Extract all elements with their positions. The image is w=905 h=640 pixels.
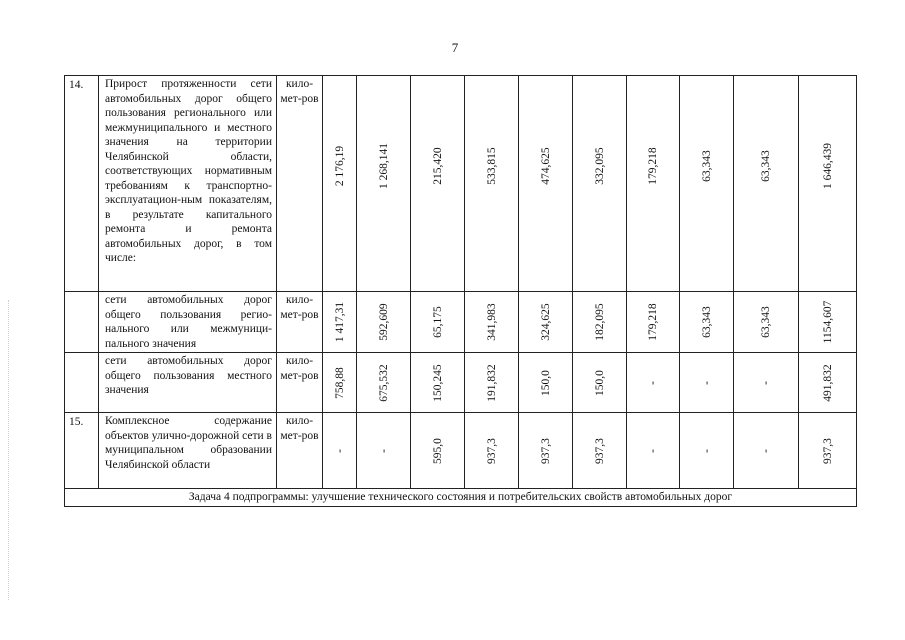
value-text: 758,88 [333,366,346,399]
value-text: 341,983 [485,303,498,341]
value-text: 474,625 [539,147,552,185]
value-cell [519,413,573,489]
value-cell [323,353,357,413]
value-text: 65,175 [431,306,444,338]
value-text: 1 646,439 [821,143,834,190]
indicator-name: сети автомобильных дорог общего пользования регио-нального или межмуници-пального значения [99,292,277,353]
value-cell [680,353,734,413]
value-cell [465,76,519,292]
value-cell [680,292,734,353]
value-text: 937,3 [485,437,498,464]
table-row-14-regional [65,292,857,353]
value-text: 63,343 [759,150,772,183]
value-cell [573,353,627,413]
value-text: 595,0 [431,437,444,464]
value-cell [573,76,627,292]
value-text: 1 417,31 [333,301,346,343]
value-text: 179,218 [646,147,659,185]
value-text: 1154,607 [821,300,834,344]
value-cell [465,413,519,489]
value-cell [627,76,680,292]
value-text: 937,3 [821,437,834,464]
table-row-14-local [65,353,857,413]
value-cell [519,292,573,353]
value-cell [734,413,799,489]
value-cell [734,353,799,413]
value-text: 2 176,19 [333,146,346,187]
value-cell [573,292,627,353]
table-row-14 [65,76,857,292]
value-text: 937,3 [539,437,552,464]
value-cell [411,292,465,353]
value-cell [411,76,465,292]
value-text: 179,218 [646,303,659,341]
page-number: 7 [451,40,459,55]
value-cell [734,292,799,353]
value-cell [627,292,680,353]
task-heading: Задача 4 подпрограммы: улучшение технического состояния и потребительских свойств автомобильных дорог [65,489,857,507]
row-number: 15. [65,413,99,489]
value-text: 324,625 [539,303,552,341]
value-text: 150,0 [539,369,552,396]
value-cell [357,76,411,292]
value-cell [799,76,857,292]
value-cell [734,76,799,292]
value-text: - [759,380,772,385]
indicators-table [64,75,857,507]
value-cell [573,413,627,489]
margin-scan-dots [8,300,10,600]
value-cell [323,76,357,292]
value-text: - [700,448,713,453]
unit-cell: кило-мет-ров [277,292,323,353]
value-cell [519,353,573,413]
task-row [65,489,857,507]
value-text: 592,609 [377,303,390,341]
value-cell [799,353,857,413]
value-text: 937,3 [593,437,606,464]
value-text: 332,095 [593,147,606,185]
row-number [65,292,99,353]
row-number: 14. [65,76,99,292]
unit-cell: кило-мет-ров [277,76,323,292]
value-text: - [333,448,346,453]
value-text: 533,815 [485,147,498,185]
value-text: 150,0 [593,369,606,396]
value-text: - [377,448,390,453]
value-text: - [646,448,659,453]
value-text: 675,532 [377,363,390,402]
row-number [65,353,99,413]
value-cell [411,353,465,413]
value-text: 63,343 [700,150,713,183]
value-cell [323,292,357,353]
value-text: 63,343 [700,306,713,338]
value-text: 191,832 [485,363,498,402]
value-cell [357,292,411,353]
value-text: - [759,448,772,453]
value-text: 182,095 [593,303,606,341]
value-text: 63,343 [759,306,772,338]
value-text: - [700,380,713,385]
value-cell [627,353,680,413]
table-row-15 [65,413,857,489]
value-cell [465,353,519,413]
value-text: 150,245 [431,363,444,402]
value-cell [323,413,357,489]
value-cell [411,413,465,489]
value-cell [465,292,519,353]
value-cell [627,413,680,489]
value-cell [799,413,857,489]
indicator-name: Комплексное содержание объектов улично-дорожной сети в муниципальном образовании Челябинской области [99,413,277,489]
value-text: - [646,380,659,385]
unit-cell: кило-мет-ров [277,353,323,413]
value-text: 1 268,141 [377,143,390,190]
value-cell [680,76,734,292]
value-text: 491,832 [821,363,834,402]
unit-cell: кило-мет-ров [277,413,323,489]
indicator-name: сети автомобильных дорог общего пользования местного значения [99,353,277,413]
value-cell [519,76,573,292]
value-text: 215,420 [431,147,444,185]
value-cell [799,292,857,353]
value-cell [357,353,411,413]
indicator-name: Прирост протяженности сети автомобильных дорог общего пользования регионального или межмуниципального и местного значения на территории Челябинской области, соответствующих нормативным требованиям к транспортно-эксплуатацион-ным показателям, в результате капитального ремонта и ремонта автомобильных дорог, в том числе: [99,76,277,292]
value-cell [357,413,411,489]
value-cell [680,413,734,489]
